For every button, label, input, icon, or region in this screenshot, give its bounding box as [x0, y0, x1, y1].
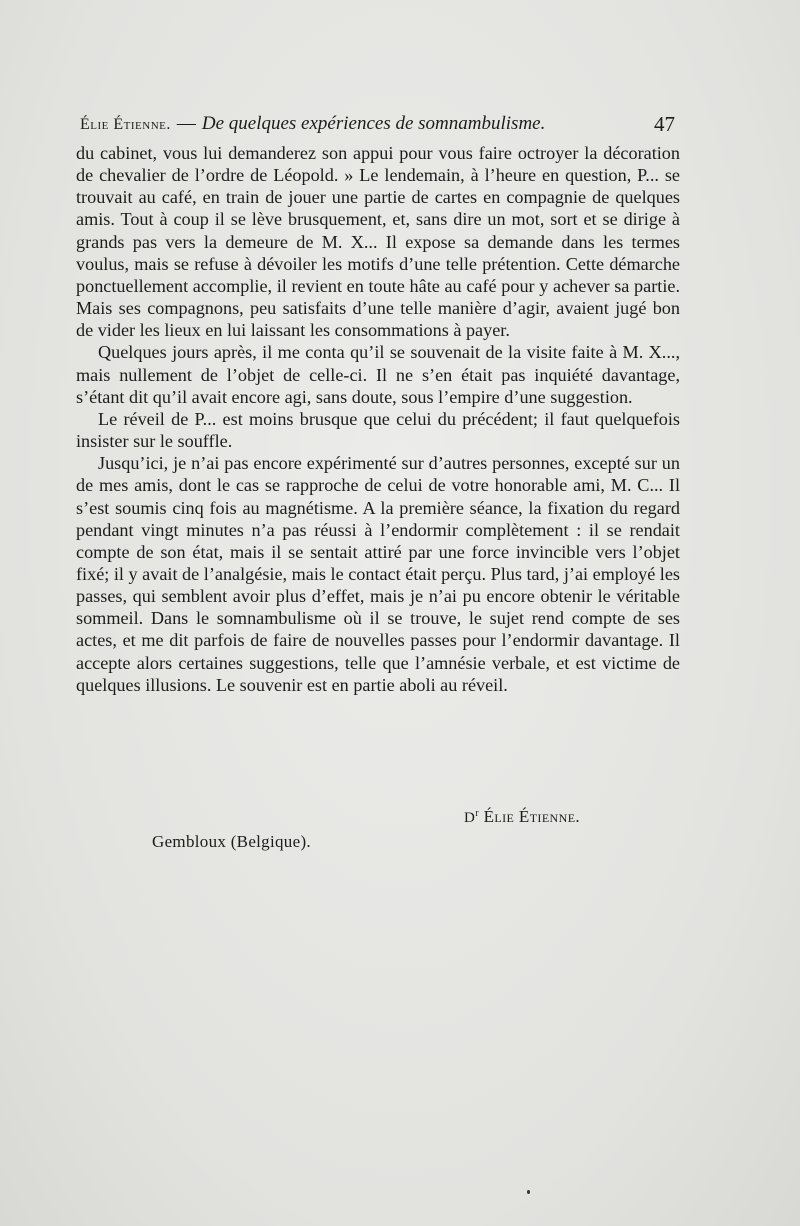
paragraph-3: Le réveil de P... est moins brusque que celui du précédent; il faut quelquefois insister sur le souffle. — [76, 408, 680, 452]
paragraph-2: Quelques jours après, il me conta qu’il se souvenait de la visite faite à M. X..., mais nullement de l’objet de celle-ci. Il ne s’en était pas inquiété davantage, s’étant dit qu’il avait encore agi, sans doute, sous l’empire d’une suggestion. — [76, 342, 680, 407]
running-head-author: Élie Étienne. — [80, 116, 171, 133]
signature-title-letter: D — [464, 810, 476, 826]
page-number: 47 — [654, 112, 675, 136]
paragraph-4: Jusqu’ici, je n’ai pas encore expérimenté sur d’autres personnes, excepté sur un de mes amis, dont le cas se rapproche de celui de votre honorable ami, M. C... Il s’est soumis cinq fois au magnétisme. A la première séance, la fixation du regard pendant vingt minutes n’a pas réussi à l’endormir complètement : il se rendait compte de son état, mais il se sentait attiré par une force invincible vers l’objet fixé; il y avait de l’analgésie, mais le contact était perçu. Plus tard, j’ai employé les passes, qui semblent avoir plus d’effet, mais je n’ai pu encore obtenir le véritable sommeil. Dans le somnambulisme où il se trouve, le sujet rend compte de ses actes, et me dit parfois de faire de nouvelles passes pour l’endormir davantage. Il accepte alors certaines suggestions, telle que l’amnésie verbale, et est victime de quelques illusions. Le souvenir est en partie aboli au réveil. — [76, 453, 681, 695]
running-head-dash: — — [176, 113, 196, 134]
running-head — [80, 112, 680, 137]
signature-name: Élie Étienne. — [483, 807, 581, 826]
print-speck — [527, 1190, 530, 1194]
paragraph-1: du cabinet, vous lui demanderez son appui pour vous faire octroyer la décoration de chevalier de l’ordre de Léopold. » Le lendemain, à l’heure en question, P... se trouvait au café, en train de jouer une partie de cartes en compagnie de quelques amis. Tout à coup il se lève brusquement, et, sans dire un mot, sort et se dirige à grands pas vers la demeure de M. X... Il expose sa demande dans les termes voulus, mais se refuse à dévoiler les motifs d’une telle prétention. Cette démarche ponctuellement accomplie, il revient en toute hâte au café pour y achever sa partie. Mais ses compagnons, peu satisfaits d’une telle manière d’agir, avaient jugé bon de vider les lieux en lui laissant les consommations à payer. — [76, 143, 680, 341]
signature — [464, 803, 580, 829]
signature-title-sup: r — [475, 808, 479, 819]
body-text — [76, 142, 680, 696]
place-line: Gembloux (Belgique). — [152, 832, 311, 851]
signature-title — [464, 810, 479, 826]
running-head-title: De quelques expériences de somnambulisme. — [201, 113, 546, 134]
